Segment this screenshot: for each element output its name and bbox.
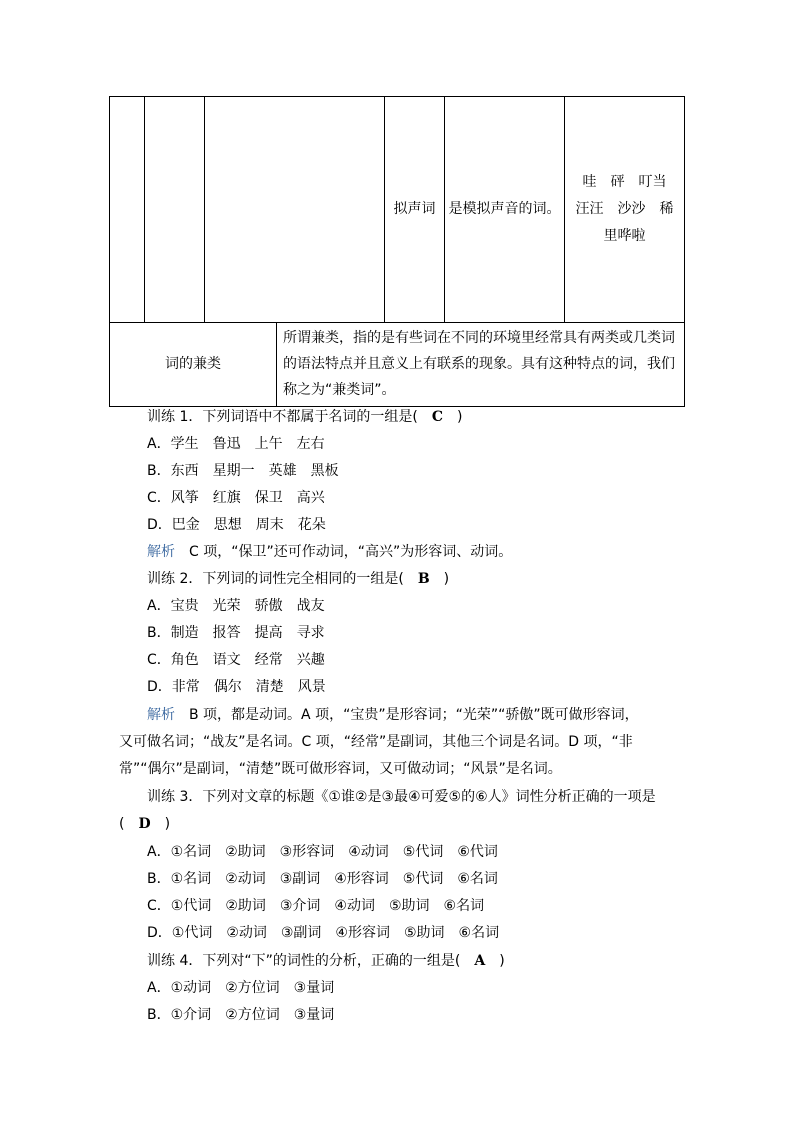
cell-text: 拟声词	[393, 200, 436, 217]
definition-line: 称之为“兼类词”。	[283, 382, 396, 398]
cell-text: 是模拟声音的词。	[448, 200, 561, 217]
answer-letter: B	[417, 571, 430, 587]
q2-analysis-line-2: 又可做名词；“战友”是名词。C 项，“经常”是副词，其他三个词是名词。D 项，“非	[119, 734, 633, 750]
answer-letter: D	[138, 816, 151, 832]
q3-option-c: C．①代词 ②助词 ③介词 ④动词 ⑤助词 ⑥名词	[147, 898, 485, 914]
table-cell-term	[385, 96, 444, 322]
table-cell-definition	[445, 96, 564, 322]
q1-option-d: D．巴金 思想 周末 花朵	[147, 517, 326, 533]
table-col-divider	[144, 96, 145, 323]
table-border-right	[684, 96, 685, 407]
q3-stem: 训练 3．下列对文章的标题《①谁②是③最④可爱⑤的⑥人》词性分析正确的一项是	[147, 789, 656, 805]
q2-stem	[147, 569, 449, 589]
example-line: 汪汪 沙沙 稀	[575, 200, 674, 217]
paren-close: )	[429, 571, 450, 587]
example-line: 哇 砰 叮当	[582, 173, 667, 190]
q3-stem-cont	[119, 814, 170, 834]
q2-option-d: D．非常 偶尔 清楚 风景	[147, 679, 326, 695]
definition-line: 所谓兼类，指的是有些词在不同的环境里经常具有两类或几类词	[283, 330, 675, 346]
q2-analysis-line-1	[147, 705, 639, 725]
q3-option-a: A．①名词 ②助词 ③形容词 ④动词 ⑤代词 ⑥代词	[147, 844, 498, 860]
answer-letter: A	[474, 953, 486, 969]
paren-open: (	[119, 816, 139, 832]
q1-analysis	[147, 542, 512, 562]
example-line: 里哗啦	[603, 227, 646, 244]
q3-option-d: D．①代词 ②动词 ③副词 ④形容词 ⑤助词 ⑥名词	[147, 925, 500, 941]
question-stem: 训练 1．下列词语中不都属于名词的一组是(	[147, 409, 432, 425]
q1-option-c: C．风筝 红旗 保卫 高兴	[147, 490, 325, 506]
analysis-label: 解析	[147, 544, 175, 560]
answer-letter: C	[431, 409, 443, 425]
q4-option-a: A．①动词 ②方位词 ③量词	[147, 980, 335, 996]
paren-close: )	[485, 953, 505, 969]
q4-stem	[147, 951, 505, 971]
q3-option-b: B．①名词 ②动词 ③副词 ④形容词 ⑤代词 ⑥名词	[147, 871, 498, 887]
analysis-text: B 项，都是动词。A 项，“宝贵”是形容词；“光荣”“骄傲”既可做形容词，	[175, 707, 639, 723]
paren-close: )	[442, 409, 463, 425]
table-col-divider	[276, 322, 277, 407]
question-stem: 训练 2．下列词的词性完全相同的一组是(	[147, 571, 418, 587]
q1-option-b: B．东西 星期一 英雄 黑板	[147, 463, 339, 479]
q4-option-b: B．①介词 ②方位词 ③量词	[147, 1007, 335, 1023]
table-col-divider	[204, 96, 205, 323]
q2-analysis-line-3: 常”“偶尔”是副词，“清楚”既可做形容词，又可做动词；“风景”是名词。	[119, 761, 562, 777]
q2-option-a: A．宝贵 光荣 骄傲 战友	[147, 598, 325, 614]
grammar-table	[109, 96, 685, 407]
q1-stem	[147, 407, 462, 427]
table-cell-definition-2	[283, 323, 683, 406]
analysis-text: C 项，“保卫”还可作动词，“高兴”为形容词、动词。	[175, 544, 513, 560]
paren-close: )	[150, 816, 171, 832]
q2-option-c: C．角色 语文 经常 兴趣	[147, 652, 325, 668]
q2-option-b: B．制造 报答 提高 寻求	[147, 625, 325, 641]
table-cell-examples	[565, 96, 684, 322]
table-cell-term-2	[110, 323, 276, 406]
cell-text: 词的兼类	[165, 356, 221, 372]
q1-option-a: A．学生 鲁迅 上午 左右	[147, 436, 325, 452]
question-stem: 训练 4．下列对“下”的词性的分析，正确的一组是(	[147, 953, 475, 969]
definition-line: 的语法特点并且意义上有联系的现象。具有这种特点的词，我们	[283, 356, 675, 372]
analysis-label: 解析	[147, 707, 175, 723]
